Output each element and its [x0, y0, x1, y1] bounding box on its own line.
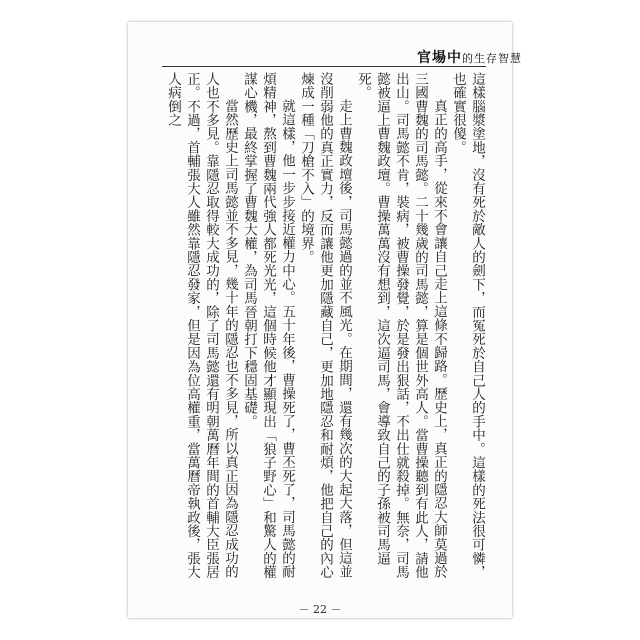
paragraph: 當然歷史上司馬懿並不多見，幾十年的隱忍也不多見，所以真正因為隱忍成功的人也不多見。靠隱忍取得較大成功的，除了司馬懿還有明朝萬曆年間的首輔大臣張居正。不過，首輔張大人雖然靠隱忍發家，但是因為位高權重，當萬曆帝執政後，張大人病倒之: [165, 72, 238, 579]
paragraph: 走上曹魏政壇後，司馬懿過的並不風光。在期間，還有幾次的大起大落，但這並沒削弱他的真正實力，反而讓他更加隱藏自己，更加地隱忍和耐煩，他把自己的內心煉成一種「刀槍不入」的境界。: [298, 72, 352, 579]
paragraph: 真正的高手，從來不會讓自己走上這條不歸路。歷史上，真正的隱忍大師莫過於三國曹魏的司馬懿。二十幾歲的司馬懿，算是個世外高人。當曹操聽到有此人，請他出山。司馬懿不肯，裝病，被曹操發覺，於是發出狠話，不出仕就殺掉。無奈，司馬懿被逼上曹魏政壇。曹操萬萬沒有想到，這次逼司馬，會導致自己的子孫被司馬逼死。: [355, 72, 447, 579]
header-rule: [162, 66, 486, 67]
header-title-bold: 官場中: [417, 50, 462, 66]
header-title-rest: 的生存智慧: [462, 52, 522, 65]
paragraph: 就這樣，他一步步接近權力中心。五十年後，曹操死了，曹丕死了，司馬懿的耐煩精神，熬到曹魏兩代強人都死光光，這個時候他才顯現出「狼子野心」和驚人的權謀心機，最終掌握了曹魏大權，為司馬晉朝打下穩固基礎。: [241, 72, 295, 579]
running-header: [417, 47, 522, 67]
paragraph: 這樣腦漿塗地，沒有死於敵人的劍下，而冤死於自己人的手中。這樣的死法很可憐，也確實很傻。: [450, 72, 485, 579]
body-text: [162, 72, 486, 586]
page-number: － 22 －: [298, 603, 342, 616]
